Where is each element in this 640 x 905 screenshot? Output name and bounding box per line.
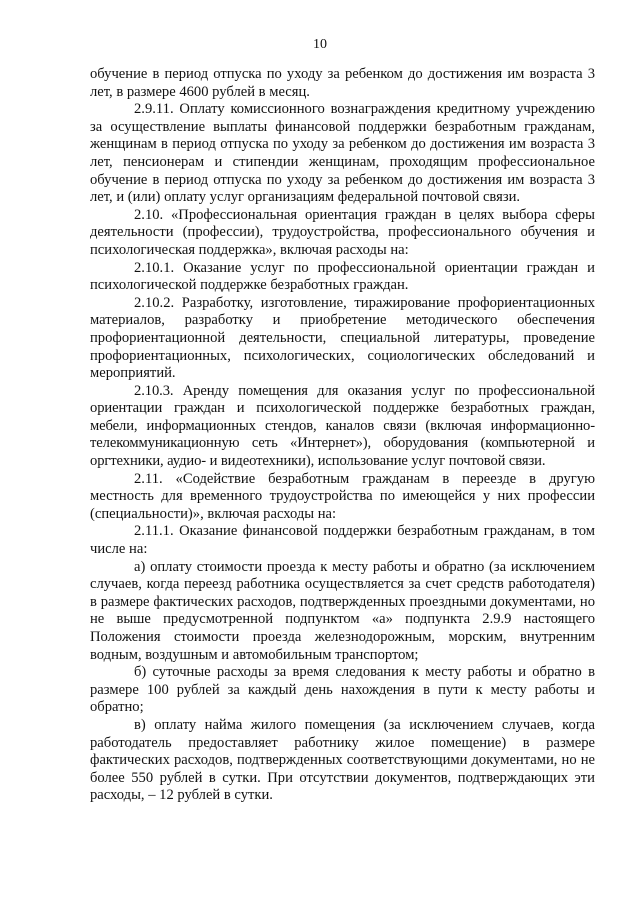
page-number: 10	[313, 37, 327, 52]
paragraph-2-10-1: 2.10.1. Оказание услуг по профессиональной ориентации граждан и психологической поддержке безработных граждан.	[90, 259, 595, 294]
paragraph-item-b: б) суточные расходы за время следования к месту работы и обратно в размере 100 рублей за каждый день нахождения в пути к месту работы и обратно;	[90, 664, 595, 716]
paragraph-2-11: 2.11. «Содействие безработным гражданам в переезде в другую местность для временного трудоустройства по имеющейся у них профессии (специальности)», включая расходы на:	[90, 470, 595, 522]
paragraph-2-10: 2.10. «Профессиональная ориентация граждан в целях выбора сферы деятельности (профессии), трудоустройства, профессионального обучения и психологическая поддержка», включая расходы на:	[90, 206, 595, 258]
paragraph-item-a: а) оплату стоимости проезда к месту работы и обратно (за исключением случаев, когда переезд работника осуществляется за счет средств работодателя) в размере фактических расходов, подтвержденных проездными документами, но не выше предусмотренной подпунктом «а» подпункта 2.9.9 настоящего Положения стоимости проезда железнодорожным, морским, внутренним водным, воздушным и автомобильным транспортом;	[90, 558, 595, 663]
paragraph-2-11-1: 2.11.1. Оказание финансовой поддержки безработным гражданам, в том числе на:	[90, 523, 595, 558]
paragraph-item-v: в) оплату найма жилого помещения (за исключением случаев, когда работодатель предоставляет работнику жилое помещение) в размере фактических расходов, подтвержденных соответствующими документами, но не более 550 рублей в сутки. При отсутствии документов, подтверждающих эти расходы, – 12 рублей в сутки.	[90, 716, 595, 804]
paragraph-2-10-2: 2.10.2. Разработку, изготовление, тиражирование профориентационных материалов, разработку и приобретение методического обеспечения профориентационной деятельности, специальной литературы, проведение профориентационных, психологических, социологических обследований и мероприятий.	[90, 294, 595, 382]
paragraph-continuation: обучение в период отпуска по уходу за ребенком до достижения им возраста 3 лет, в размере 4600 рублей в месяц.	[90, 66, 595, 100]
paragraph-2-10-3: 2.10.3. Аренду помещения для оказания услуг по профессиональной ориентации граждан и психологической поддержке безработных граждан, мебели, информационных стендов, каналов связи (включая информационно-телекоммуникационную сеть «Интернет»), оборудования (компьютерной и оргтехники, аудио- и видеотехники), использование услуг почтовой связи.	[90, 382, 595, 470]
paragraph-2-9-11: 2.9.11. Оплату комиссионного вознаграждения кредитному учреждению за осуществление выплаты финансовой поддержки безработным гражданам, женщинам в период отпуска по уходу за ребенком до достижения им возраста 3 лет, пенсионерам и стипендии женщинам, проходящим профессиональное обучение в период отпуска по уходу за ребенком до достижения им возраста 3 лет, и (или) оплату услуг организациям федеральной почтовой связи.	[90, 101, 595, 206]
document-body	[90, 66, 595, 805]
